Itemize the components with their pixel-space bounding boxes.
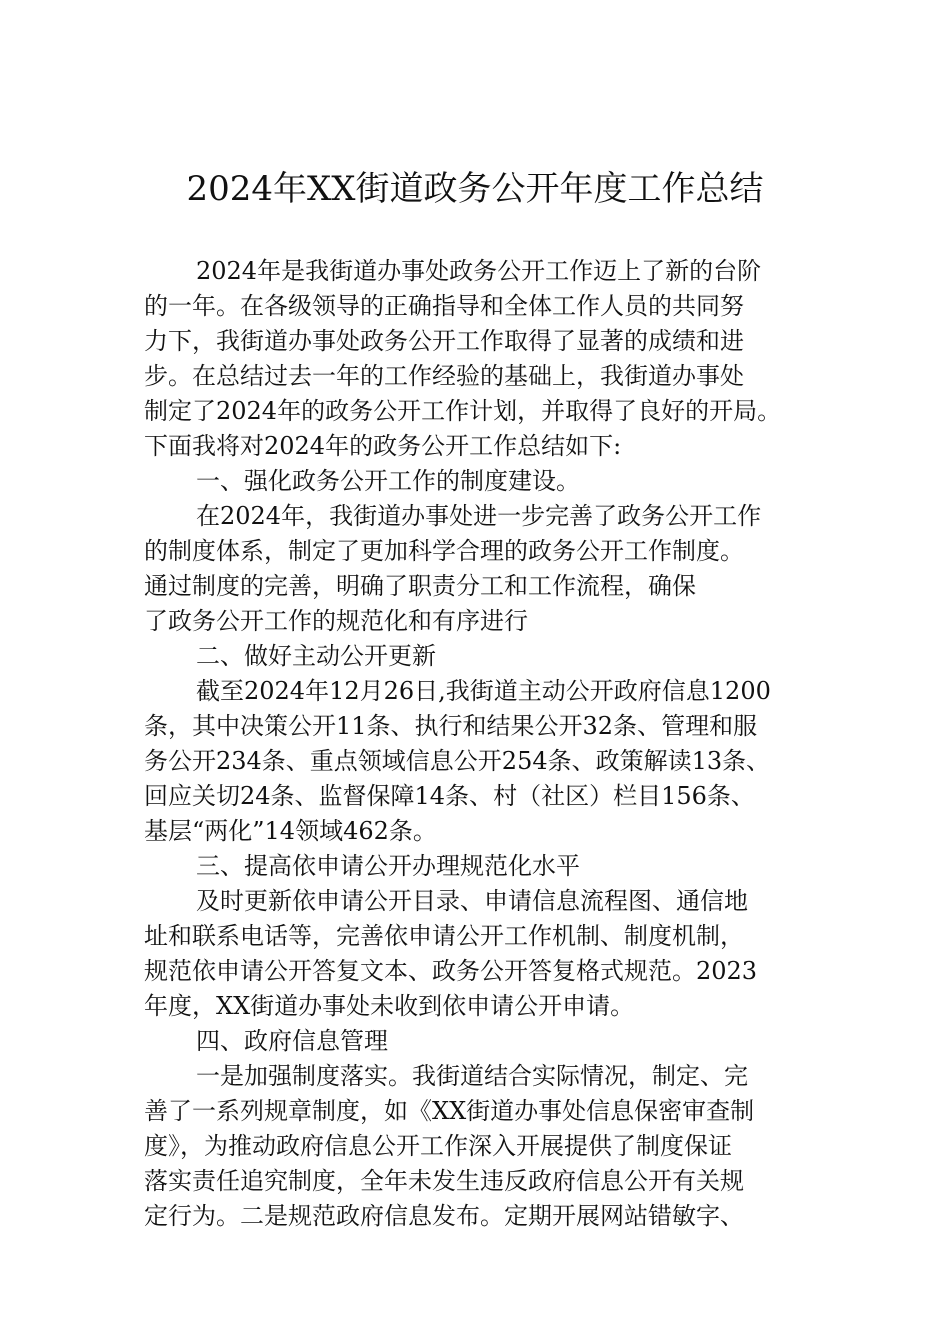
text-line: 定行为。二是规范政府信息发布。定期开展网站错敏字、	[144, 1202, 744, 1230]
text-line: 截至2024年12月26日,我街道主动公开政府信息1200	[196, 677, 771, 705]
text-line: 通过制度的完善，明确了职责分工和工作流程，确保	[144, 572, 696, 600]
text-line: 基层“两化”14领域462条。	[144, 817, 437, 845]
text-line: 三、提高依申请公开办理规范化水平	[196, 852, 580, 880]
text-line: 步。在总结过去一年的工作经验的基础上，我街道办事处	[144, 362, 744, 390]
text-line: 善了一系列规章制度，如《XX街道办事处信息保密审查制	[144, 1097, 755, 1125]
text-line: 度》，为推动政府信息公开工作深入开展提供了制度保证	[144, 1132, 732, 1160]
text-line: 一是加强制度落实。我街道结合实际情况，制定、完	[196, 1062, 748, 1090]
text-line: 了政务公开工作的规范化和有序进行	[144, 607, 528, 635]
text-line: 下面我将对2024年的政务公开工作总结如下:	[144, 432, 622, 460]
text-line: 的一年。在各级领导的正确指导和全体工作人员的共同努	[144, 292, 744, 320]
text-line: 规范依申请公开答复文本、政务公开答复格式规范。2023	[144, 957, 758, 985]
text-line: 一、强化政务公开工作的制度建设。	[196, 467, 580, 495]
text-line: 落实责任追究制度，全年未发生违反政府信息公开有关规	[144, 1167, 744, 1195]
text-line: 条，其中决策公开11条、执行和结果公开32条、管理和服	[144, 712, 758, 740]
text-line: 制定了2024年的政务公开工作计划，并取得了良好的开局。	[144, 397, 782, 425]
document-body	[144, 254, 824, 1234]
text-line: 年度，XX街道办事处未收到依申请公开申请。	[144, 992, 635, 1020]
text-line: 回应关切24条、监督保障14条、村（社区）栏目156条、	[144, 782, 755, 810]
text-line: 的制度体系，制定了更加科学合理的政务公开工作制度。	[144, 537, 744, 565]
text-line: 四、政府信息管理	[196, 1027, 388, 1055]
document-title: 2024年XX街道政务公开年度工作总结	[186, 169, 764, 209]
text-line: 力下，我街道办事处政务公开工作取得了显著的成绩和进	[144, 327, 744, 355]
text-line: 务公开234条、重点领域信息公开254条、政策解读13条、	[144, 747, 771, 775]
text-line: 在2024年，我街道办事处进一步完善了政务公开工作	[196, 502, 762, 530]
text-line: 二、做好主动公开更新	[196, 642, 436, 670]
text-line: 2024年是我街道办事处政务公开工作迈上了新的台阶	[196, 257, 762, 285]
text-line: 及时更新依申请公开目录、申请信息流程图、通信地	[196, 887, 748, 915]
text-line: 址和联系电话等，完善依申请公开工作机制、制度机制，	[144, 922, 744, 950]
